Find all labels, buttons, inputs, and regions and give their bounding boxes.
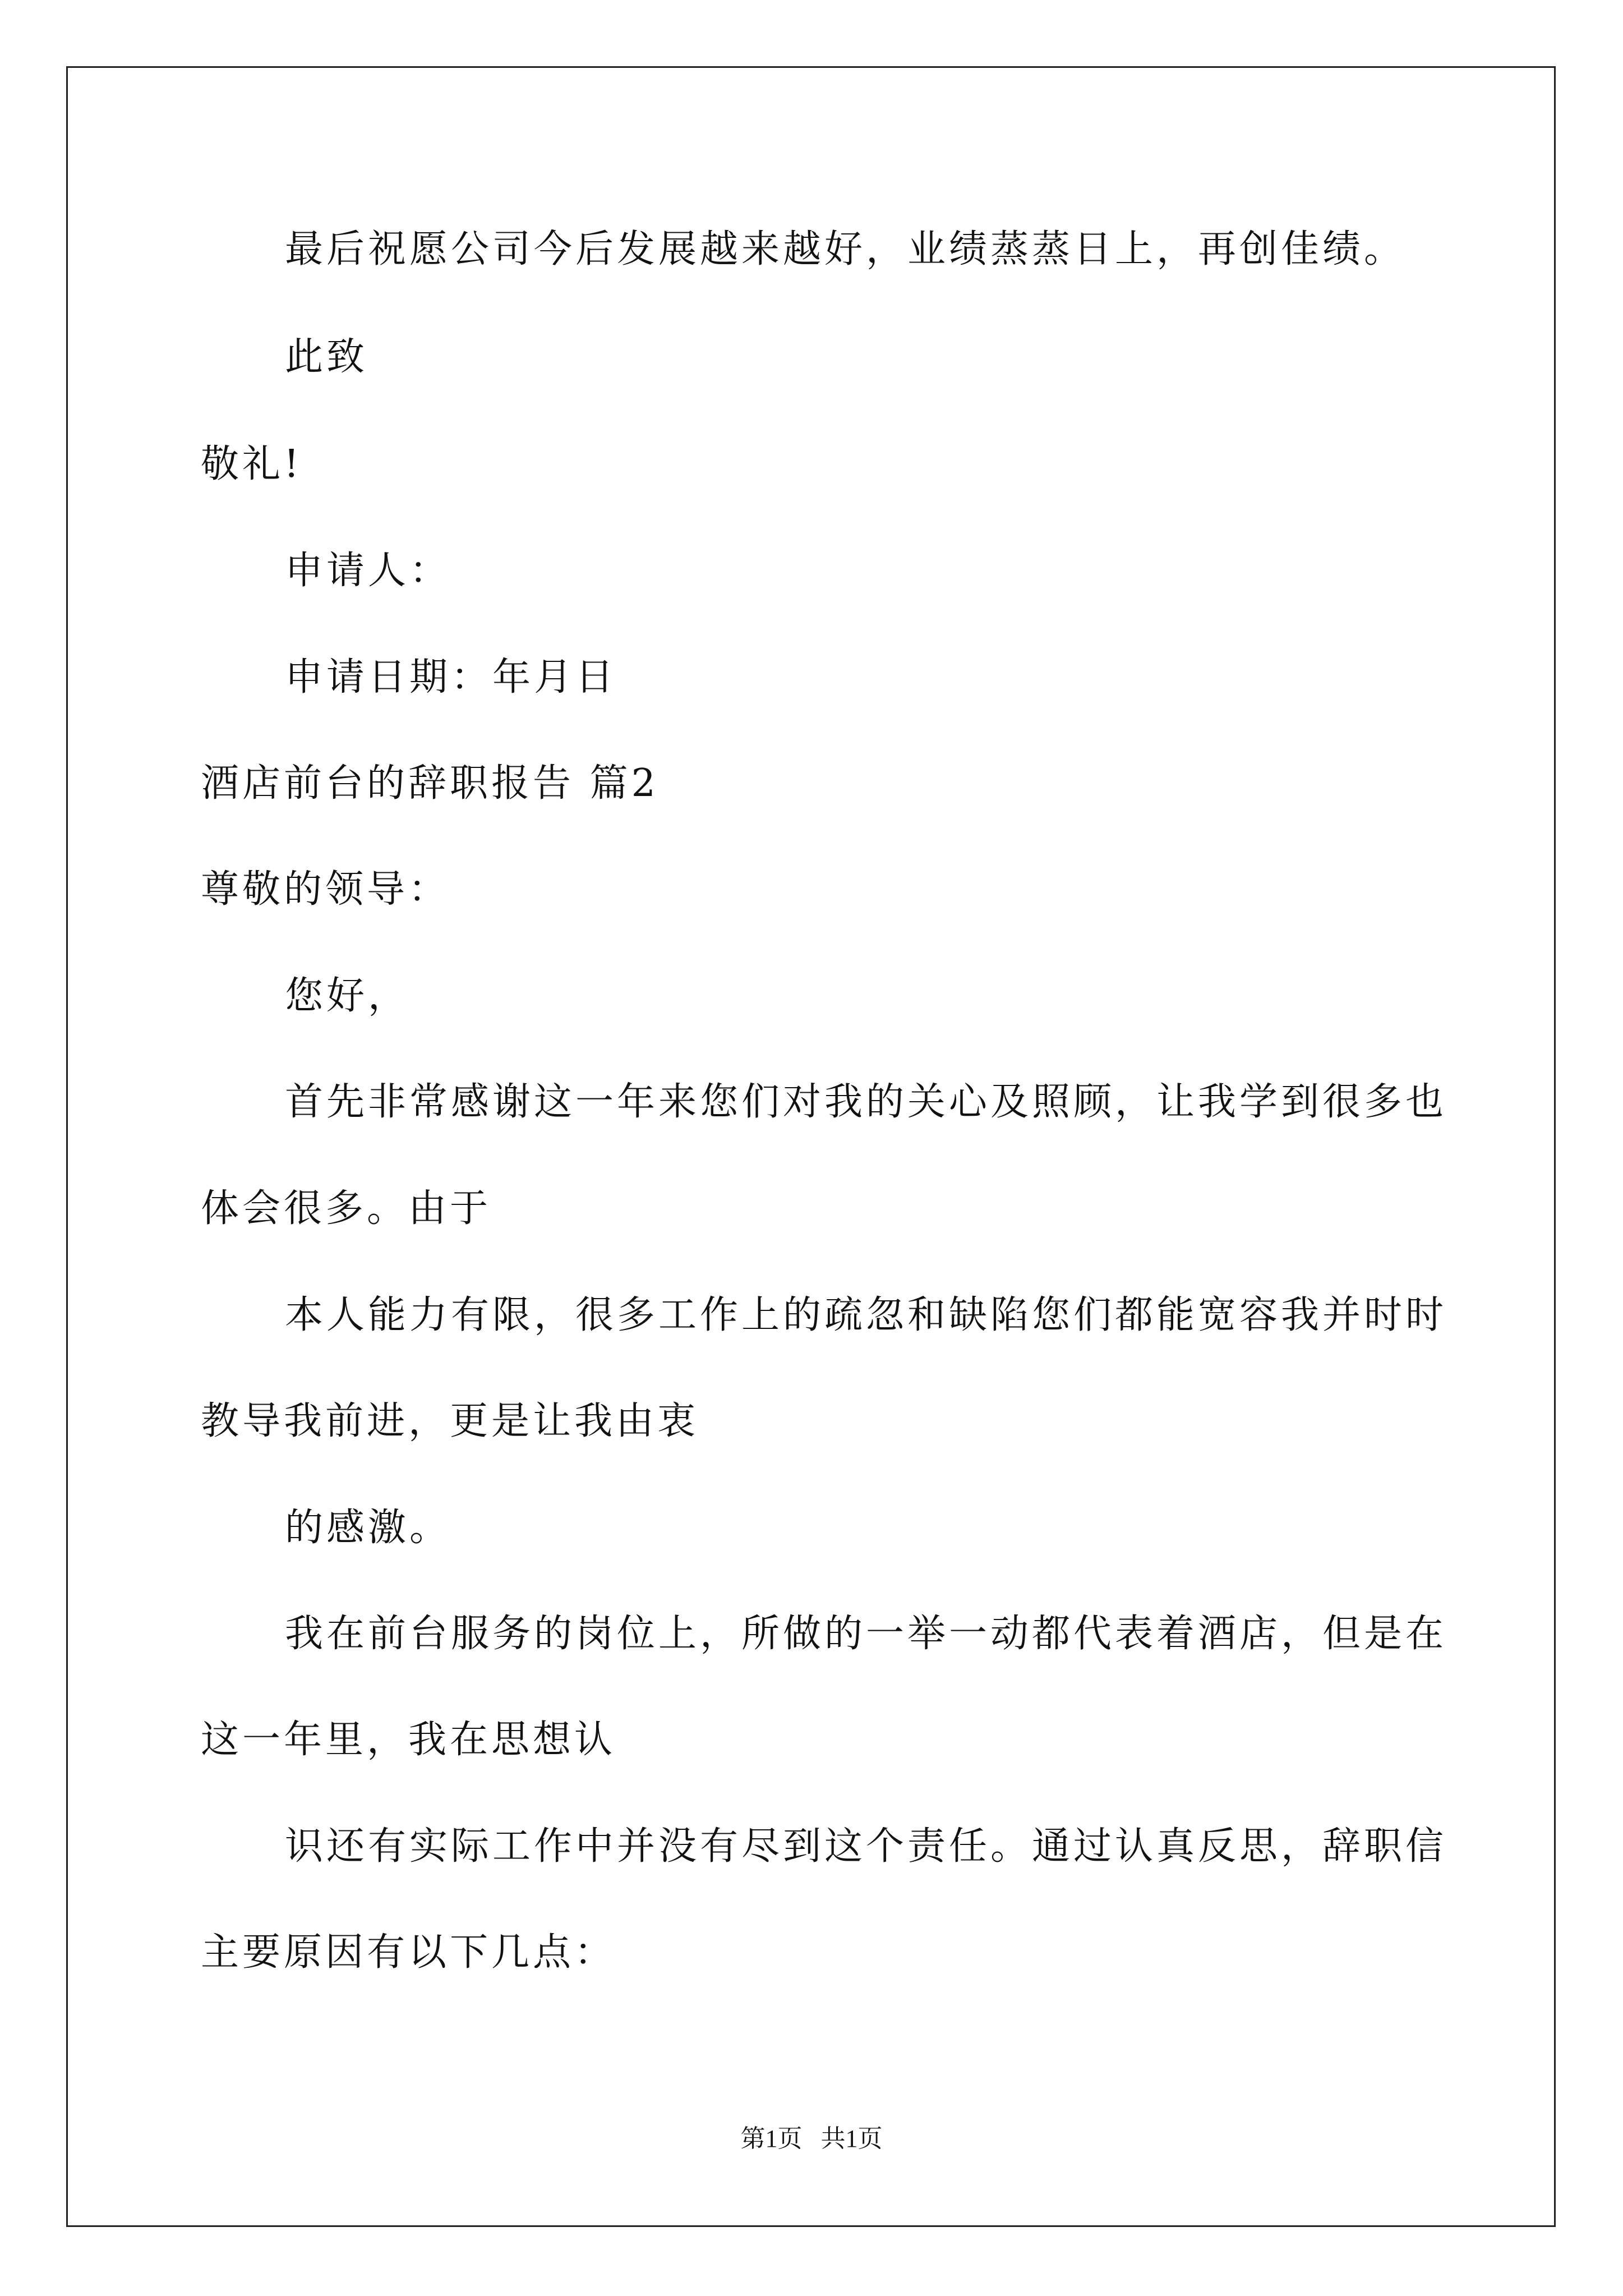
text-line-para1-b: 体会很多。由于	[201, 1186, 492, 1231]
text-line-closing-wish: 最后祝愿公司今后发展越来越好，业绩蒸蒸日上，再创佳绩。	[285, 227, 1406, 272]
text-line-para3-b: 这一年里，我在思想认	[201, 1718, 616, 1762]
text-line-para2-c: 的感激。	[285, 1506, 451, 1550]
text-line-para2-a: 本人能力有限，很多工作上的疏忽和缺陷您们都能宽容我并时时	[285, 1293, 1447, 1337]
text-line-jing-li: 敬礼!	[201, 442, 303, 486]
text-line-salutation: 尊敬的领导：	[201, 867, 450, 912]
text-line-ci-zhi: 此致	[285, 335, 368, 379]
page-border	[66, 66, 1556, 2227]
text-line-apply-date: 申请日期：年月日	[285, 655, 617, 700]
text-line-greeting: 您好，	[285, 974, 410, 1018]
text-line-para2-b: 教导我前进，更是让我由衷	[201, 1399, 699, 1443]
text-line-para3-a: 我在前台服务的岗位上，所做的一举一动都代表着酒店，但是在	[285, 1612, 1447, 1656]
text-line-para1-a: 首先非常感谢这一年来您们对我的关心及照顾，让我学到很多也	[285, 1080, 1447, 1124]
text-line-applicant: 申请人：	[285, 549, 451, 593]
section-title: 酒店前台的辞职报告 篇2	[201, 761, 659, 806]
text-line-para4-a: 识还有实际工作中并没有尽到这个责任。通过认真反思，辞职信	[285, 1824, 1447, 1869]
text-line-para4-b: 主要原因有以下几点：	[201, 1930, 616, 1975]
page-footer: 第1页 共1页	[740, 2125, 883, 2152]
